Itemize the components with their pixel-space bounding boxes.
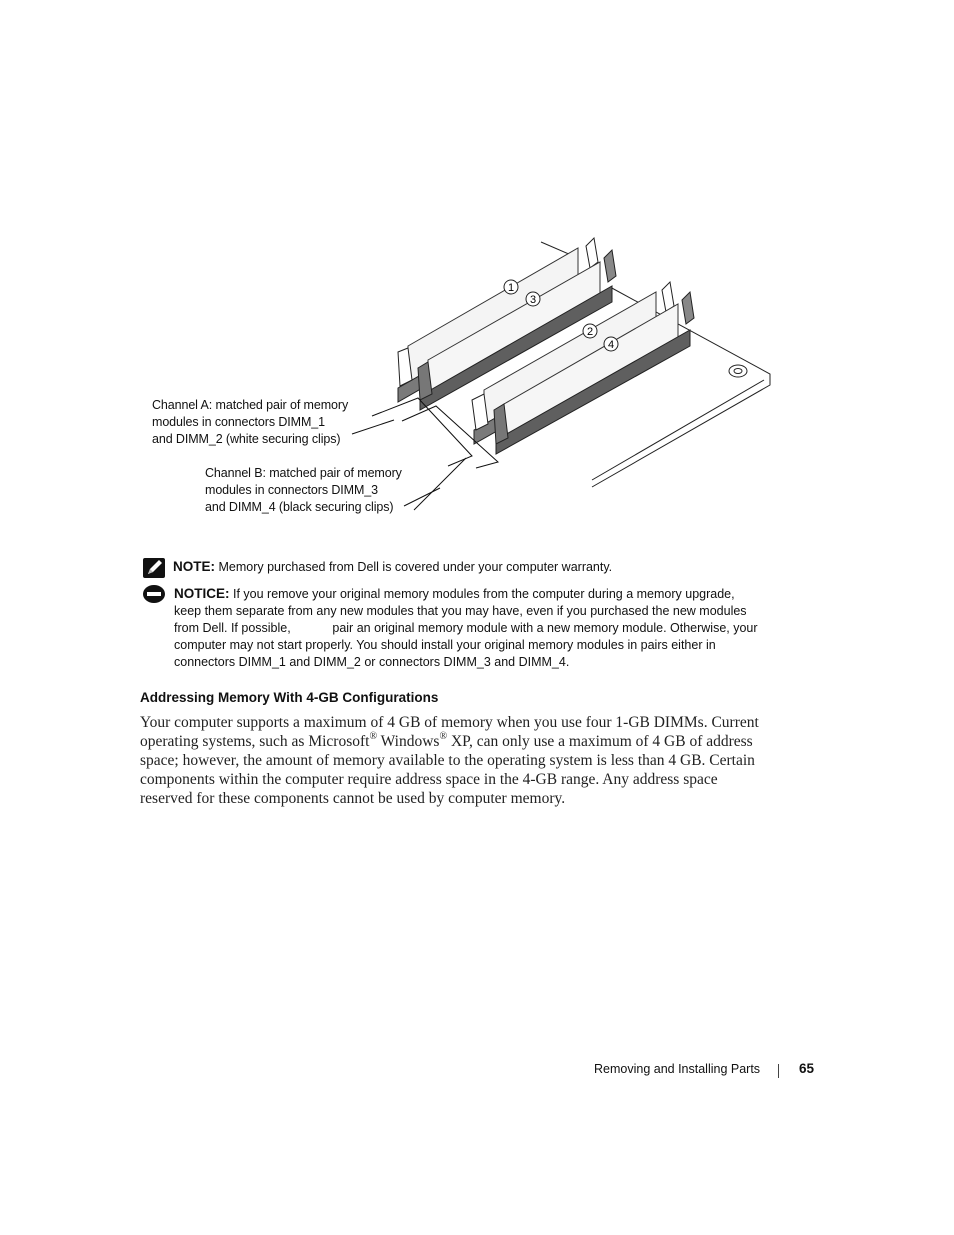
channel-b-line-3: and DIMM_4 (black securing clips) bbox=[205, 500, 394, 514]
body-line-4: components within the computer require address space in the 4-GB range. Any address space bbox=[140, 771, 718, 788]
callout-2: 2 bbox=[586, 326, 594, 338]
footer-section-title: Removing and Installing Parts bbox=[594, 1062, 761, 1076]
channel-b-caption bbox=[205, 465, 402, 516]
callout-4: 4 bbox=[607, 339, 615, 351]
notice-line-1: If you remove your original memory modules from the computer during a memory upgrade, bbox=[232, 587, 735, 601]
registered-mark: ® bbox=[439, 730, 448, 742]
body-line-2: operating systems, such as Microsoft® Windows® XP, can only use a maximum of 4 GB of address bbox=[140, 730, 753, 750]
channel-b-line-1: Channel B: matched pair of memory bbox=[205, 466, 402, 480]
channel-b-line-2: modules in connectors DIMM_3 bbox=[205, 483, 378, 497]
body-line-3: space; however, the amount of memory available to the operating system is less than 4 GB. Certain bbox=[140, 752, 755, 769]
pencil-note-icon bbox=[142, 557, 166, 579]
note-text: Memory purchased from Dell is covered under your computer warranty. bbox=[218, 560, 613, 574]
notice-line-2: keep them separate from any new modules that you may have, even if you purchased the new modules bbox=[174, 604, 747, 618]
notice-label: NOTICE: bbox=[174, 586, 230, 601]
no-entry-notice-icon bbox=[142, 584, 166, 606]
notice-line-3: from Dell. If possible, pair an original memory module with a new memory module. Otherwise, your bbox=[174, 621, 758, 635]
registered-mark: ® bbox=[369, 730, 378, 742]
notice-line-4: computer may not start properly. You should install your original memory modules in pairs either in bbox=[174, 638, 716, 652]
page-number: 65 bbox=[799, 1061, 815, 1076]
channel-a-line-3: and DIMM_2 (white securing clips) bbox=[152, 432, 341, 446]
channel-a-line-2: modules in connectors DIMM_1 bbox=[152, 415, 325, 429]
memory-modules-illustration bbox=[0, 0, 954, 560]
footer-divider bbox=[778, 1064, 779, 1078]
section-heading: Addressing Memory With 4-GB Configurations bbox=[140, 690, 439, 705]
body-line-5: reserved for these components cannot be used by computer memory. bbox=[140, 790, 566, 807]
callout-3: 3 bbox=[529, 294, 537, 306]
body-line-1: Your computer supports a maximum of 4 GB of memory when you use four 1-GB DIMMs. Current bbox=[140, 714, 759, 731]
note-label: NOTE: bbox=[173, 559, 215, 574]
body-paragraph bbox=[140, 713, 770, 808]
notice-line-5: connectors DIMM_1 and DIMM_2 or connectors DIMM_3 and DIMM_4. bbox=[174, 655, 570, 669]
callout-1: 1 bbox=[507, 282, 515, 294]
channel-a-caption bbox=[152, 397, 348, 448]
channel-a-line-1: Channel A: matched pair of memory bbox=[152, 398, 349, 412]
